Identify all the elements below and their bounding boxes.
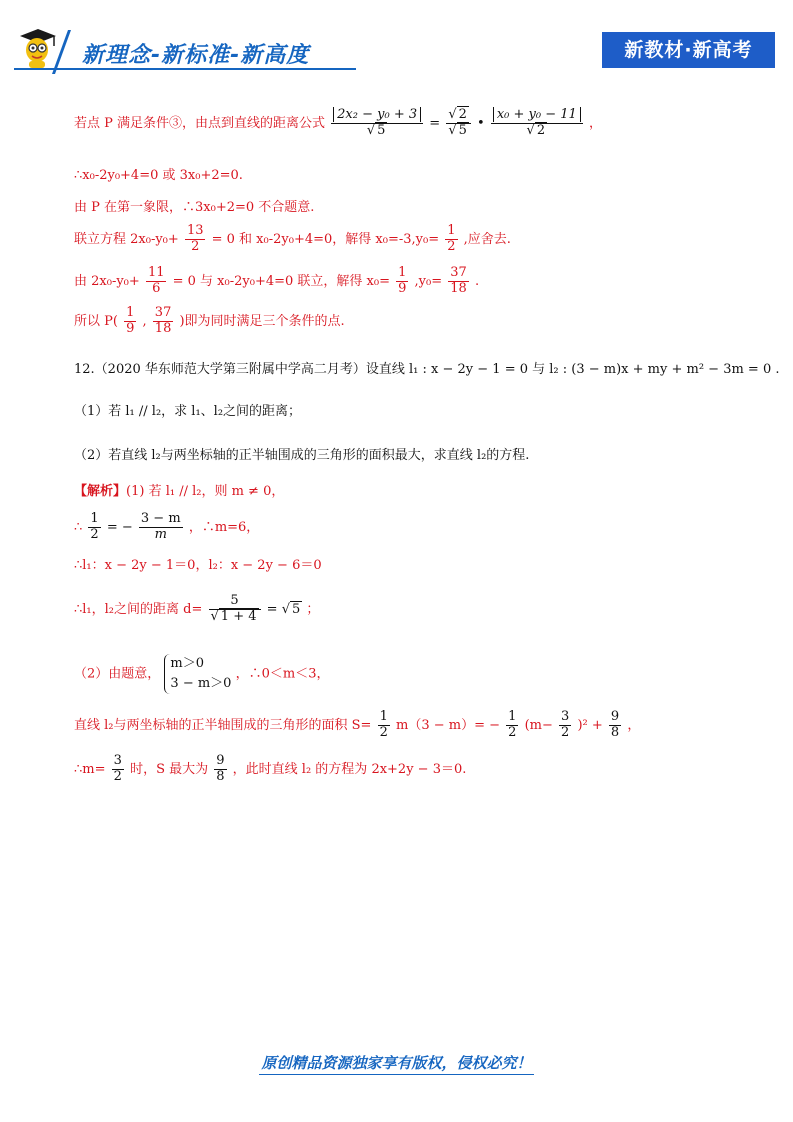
solution-step-3: ∴l₁：x − 2y − 1＝0，l₂：x − 2y − 6＝0: [74, 558, 322, 573]
solution-header-line: 【解析】(1) 若 l₁ // l₂，则 m ≠ 0，: [74, 484, 285, 499]
header-underline: [14, 68, 356, 70]
solution-line-4: 联立方程 2x₀-y₀+ $\frac{13}{2}$ = 0 和 x₀-2y₀+4=0，解得 x₀=-3,y₀= $\frac{1}{2}$ ,应舍去.: [74, 223, 511, 254]
question-12-part-1: （1）若 l₁ // l₂，求 l₁、l₂之间的距离；: [74, 404, 302, 419]
solution-line-3: 由 P 在第一象限，∴3x₀+2=0 不合题意.: [74, 200, 315, 215]
solution-tag: 【解析】: [74, 484, 127, 499]
solution-step-7: ∴m= $\frac{3}{2}$ 时，S 最大为 $\frac{9}{8}$ ，此时直线 l₂ 的方程为 2x+2y − 3＝0.: [74, 753, 467, 784]
copyright-notice: 原创精品资源独家享有版权，侵权必究！: [259, 1054, 533, 1075]
header-badge: 新教材·新高考: [602, 32, 775, 68]
header-slogan: 新理念-新标准-新高度: [82, 43, 310, 68]
page-header: [0, 0, 793, 80]
solution-line-6: 所以 P( $\frac{1}{9}$ , $\frac{37}{18}$ )即为同时满足三个条件的点.: [74, 305, 345, 336]
solution-line-1: 若点 P 满足条件③，由点到直线的距离公式 $\frac{\text{2x₂ − y₀ + 3}}{√ 5}$ = $\frac{√ 2}{√ 5}$ • $\frac{\text{x₀ + y₀ − 11}}{√ 2}$ ，: [74, 107, 602, 138]
solution-step-2: ∴ $\frac{1}{2}$ = − $\frac{3 - m}{m}$ ，∴m=6，: [74, 511, 260, 542]
question-12: 12.（2020 华东师范大学第三附属中学高二月考）设直线 l₁ : x − 2y − 1 = 0 与 l₂ : (3 − m)x + my + m² − 3m = 0 .: [74, 362, 780, 377]
solution-step-5: （2）由题意， m＞0 3 − m＞0 ，∴0＜m＜3，: [74, 654, 329, 694]
mascot-graduate-icon: [14, 26, 60, 70]
solution-step-4: ∴l₁，l₂之间的距离 d= $\frac{5}{√ 1 + 4}$ = √ 5 ；: [74, 593, 320, 624]
solution-step-6: 直线 l₂与两坐标轴的正半轴围成的三角形的面积 S= $\frac{1}{2}$ m（3 − m）= − $\frac{1}{2}$ (m− $\frac{3}{2}$ )² + $\frac{9}{8}$ ，: [74, 709, 641, 740]
solution-line-2: ∴x₀-2y₀+4=0 或 3x₀+2=0.: [74, 168, 243, 183]
solution-line-5: 由 2x₀-y₀+ $\frac{11}{6}$ = 0 与 x₀-2y₀+4=0 联立，解得 x₀= $\frac{1}{9}$ ,y₀= $\frac{37}{18}$ .: [74, 265, 480, 296]
question-12-part-2: （2）若直线 l₂与两坐标轴的正半轴围成的三角形的面积最大，求直线 l₂的方程.: [74, 448, 530, 463]
page-footer: [0, 1052, 793, 1073]
